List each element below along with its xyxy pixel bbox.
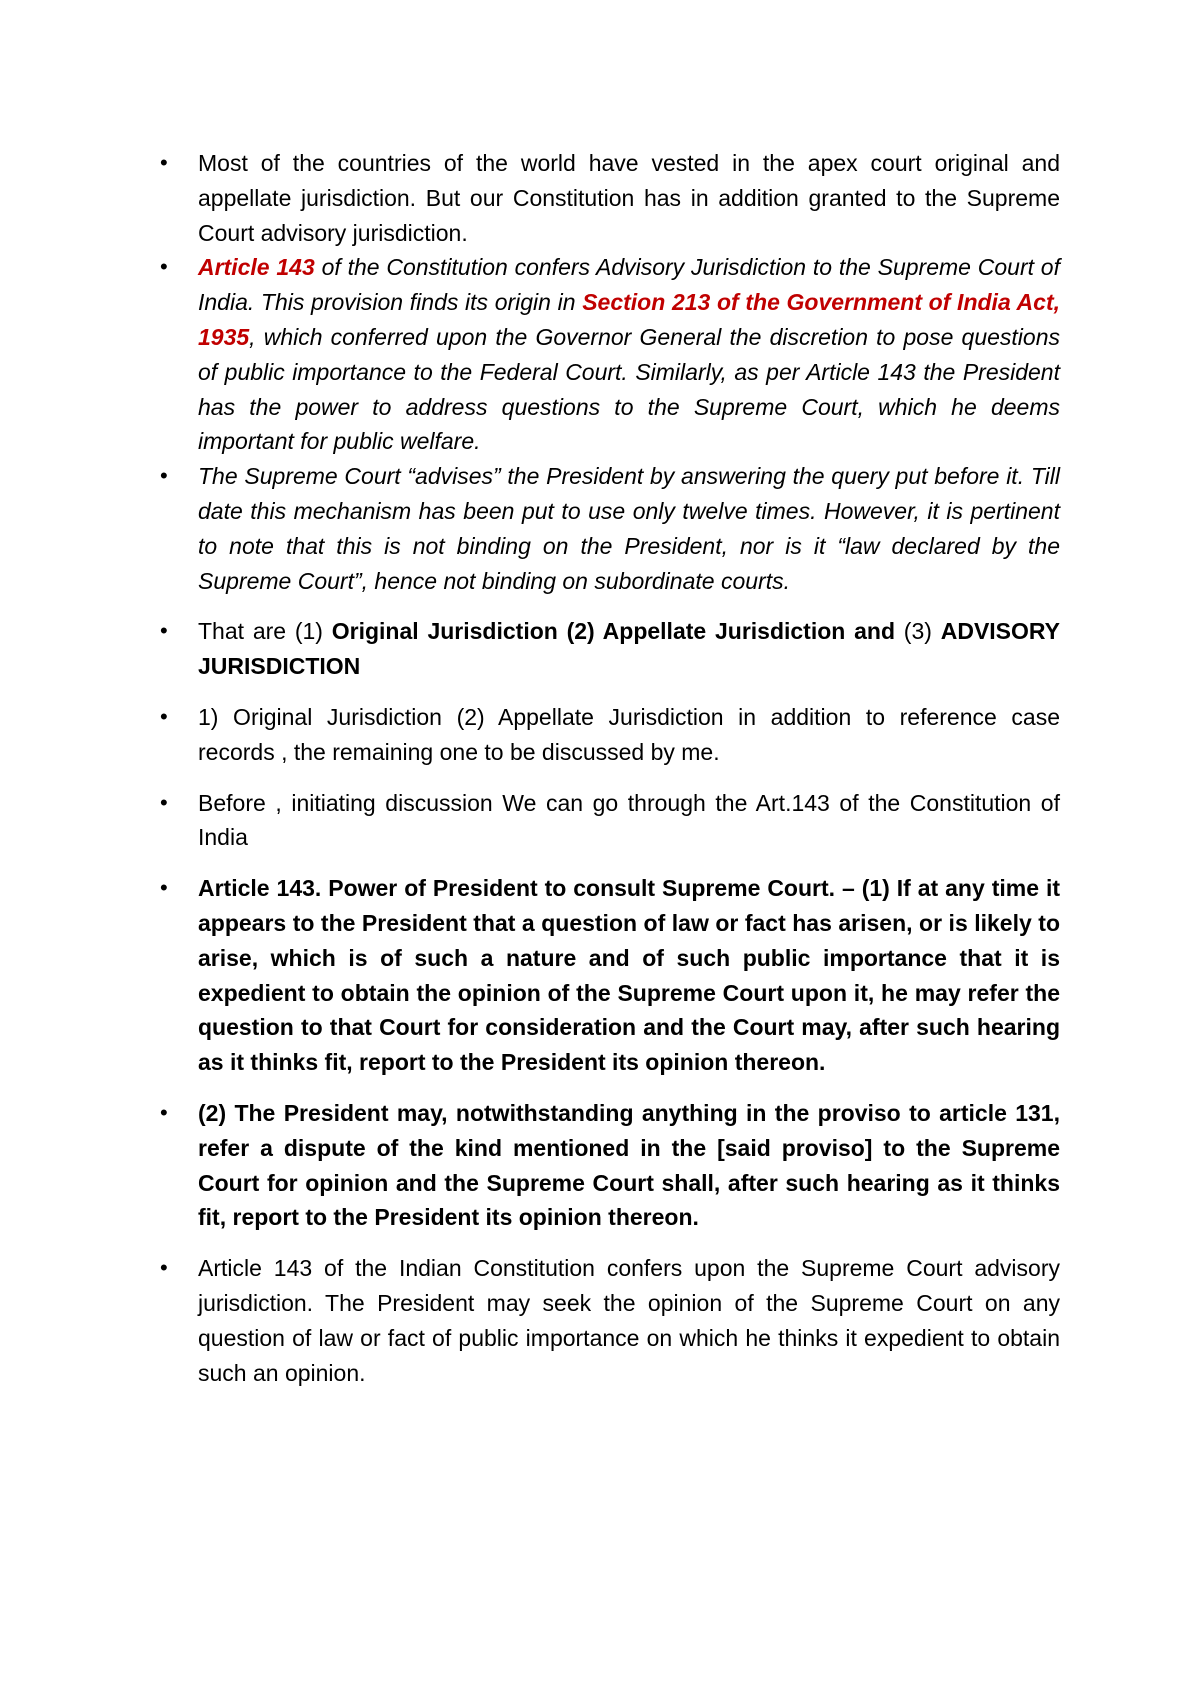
text-segment: (3)	[895, 618, 941, 645]
bullet-list	[160, 146, 1060, 1390]
list-item	[160, 1096, 1060, 1235]
text-segment: Original Jurisdiction (2) Appellate Jurisdiction and	[331, 618, 896, 645]
list-item	[160, 614, 1060, 684]
text-segment: The Supreme Court “advises” the President by answering the query put before it. Till date this mechanism has been put to use only twelve times. However, it is pertinent to note that this is not binding on the President, nor is it “law declared by the Supreme Court”, hence not binding on subordinate courts.	[198, 463, 1060, 594]
paragraph-text	[198, 1255, 1060, 1385]
paragraph-text	[198, 463, 1060, 593]
bullet-icon: •	[160, 703, 168, 729]
paragraph-text	[198, 618, 1060, 679]
bullet-icon: •	[160, 1099, 168, 1125]
text-segment: 1) Original Jurisdiction (2) Appellate Jurisdiction in addition to reference case records , the remaining one to be discussed by me.	[198, 703, 1060, 765]
text-segment: Most of the countries of the world have vested in the apex court original and appellate jurisdiction. But our Constitution has in addition granted to the Supreme Court advisory jurisdiction.	[198, 150, 1060, 246]
bullet-icon: •	[160, 618, 168, 644]
paragraph-text	[198, 790, 1060, 851]
paragraph-text	[198, 875, 1060, 1075]
list-item	[160, 1251, 1060, 1390]
bullet-icon: •	[160, 463, 168, 489]
text-segment: Article 143 of the Indian Constitution confers upon the Supreme Court advisory jurisdiction. The President may seek the opinion of the Supreme Court on any question of law or fact of public importance on which he thinks it expedient to obtain such an opinion.	[198, 1255, 1060, 1386]
text-segment: Article 143	[198, 254, 315, 281]
text-segment: Article 143. Power of President to consult Supreme Court. – (1) If at any time it appears to the President that a question of law or fact has arisen, or is likely to arise, which is of such a nature and of such public importance that it is expedient to obtain the opinion of the Supreme Court upon it, he may refer the question to that Court for consideration and the Court may, after such hearing as it thinks fit, report to the President its opinion thereon.	[198, 875, 1060, 1076]
bullet-icon: •	[160, 875, 168, 901]
bullet-icon: •	[160, 1255, 168, 1281]
list-item	[160, 250, 1060, 459]
list-item	[160, 146, 1060, 250]
list-item	[160, 459, 1060, 598]
text-segment: Before , initiating discussion We can go through the Art.143 of the Constitution of India	[198, 789, 1060, 851]
bullet-icon: •	[160, 150, 168, 175]
list-item	[160, 700, 1060, 770]
paragraph-text	[198, 1100, 1060, 1230]
bullet-icon: •	[160, 789, 168, 815]
list-item	[160, 786, 1060, 856]
text-segment: Section 213 of the Government of India Act, 1935	[198, 289, 1060, 350]
bullet-icon: •	[160, 254, 168, 280]
text-segment: , which conferred upon the Governor General the discretion to pose questions of public importance to the Federal Court. Similarly, as per Article 143 the President has the power to address questions to the Supreme Court, which he deems important for public welfare.	[198, 323, 1060, 455]
text-segment: (2) The President may, notwithstanding anything in the proviso to article 131, refer a dispute of the kind mentioned in the [said proviso] to the Supreme Court for opinion and the Supreme Court shall, after such hearing as it thinks fit, report to the President its opinion thereon.	[198, 1099, 1060, 1231]
text-segment: of the Constitution confers Advisory Jurisdiction to the Supreme Court of India. This provision finds its origin in	[198, 254, 1060, 316]
list-item	[160, 871, 1060, 1080]
paragraph-text	[198, 254, 1060, 454]
paragraph-text	[198, 704, 1060, 765]
text-segment: ADVISORY JURISDICTION	[198, 618, 1060, 680]
text-segment: That are (1)	[198, 618, 332, 645]
paragraph-text	[198, 150, 1060, 246]
